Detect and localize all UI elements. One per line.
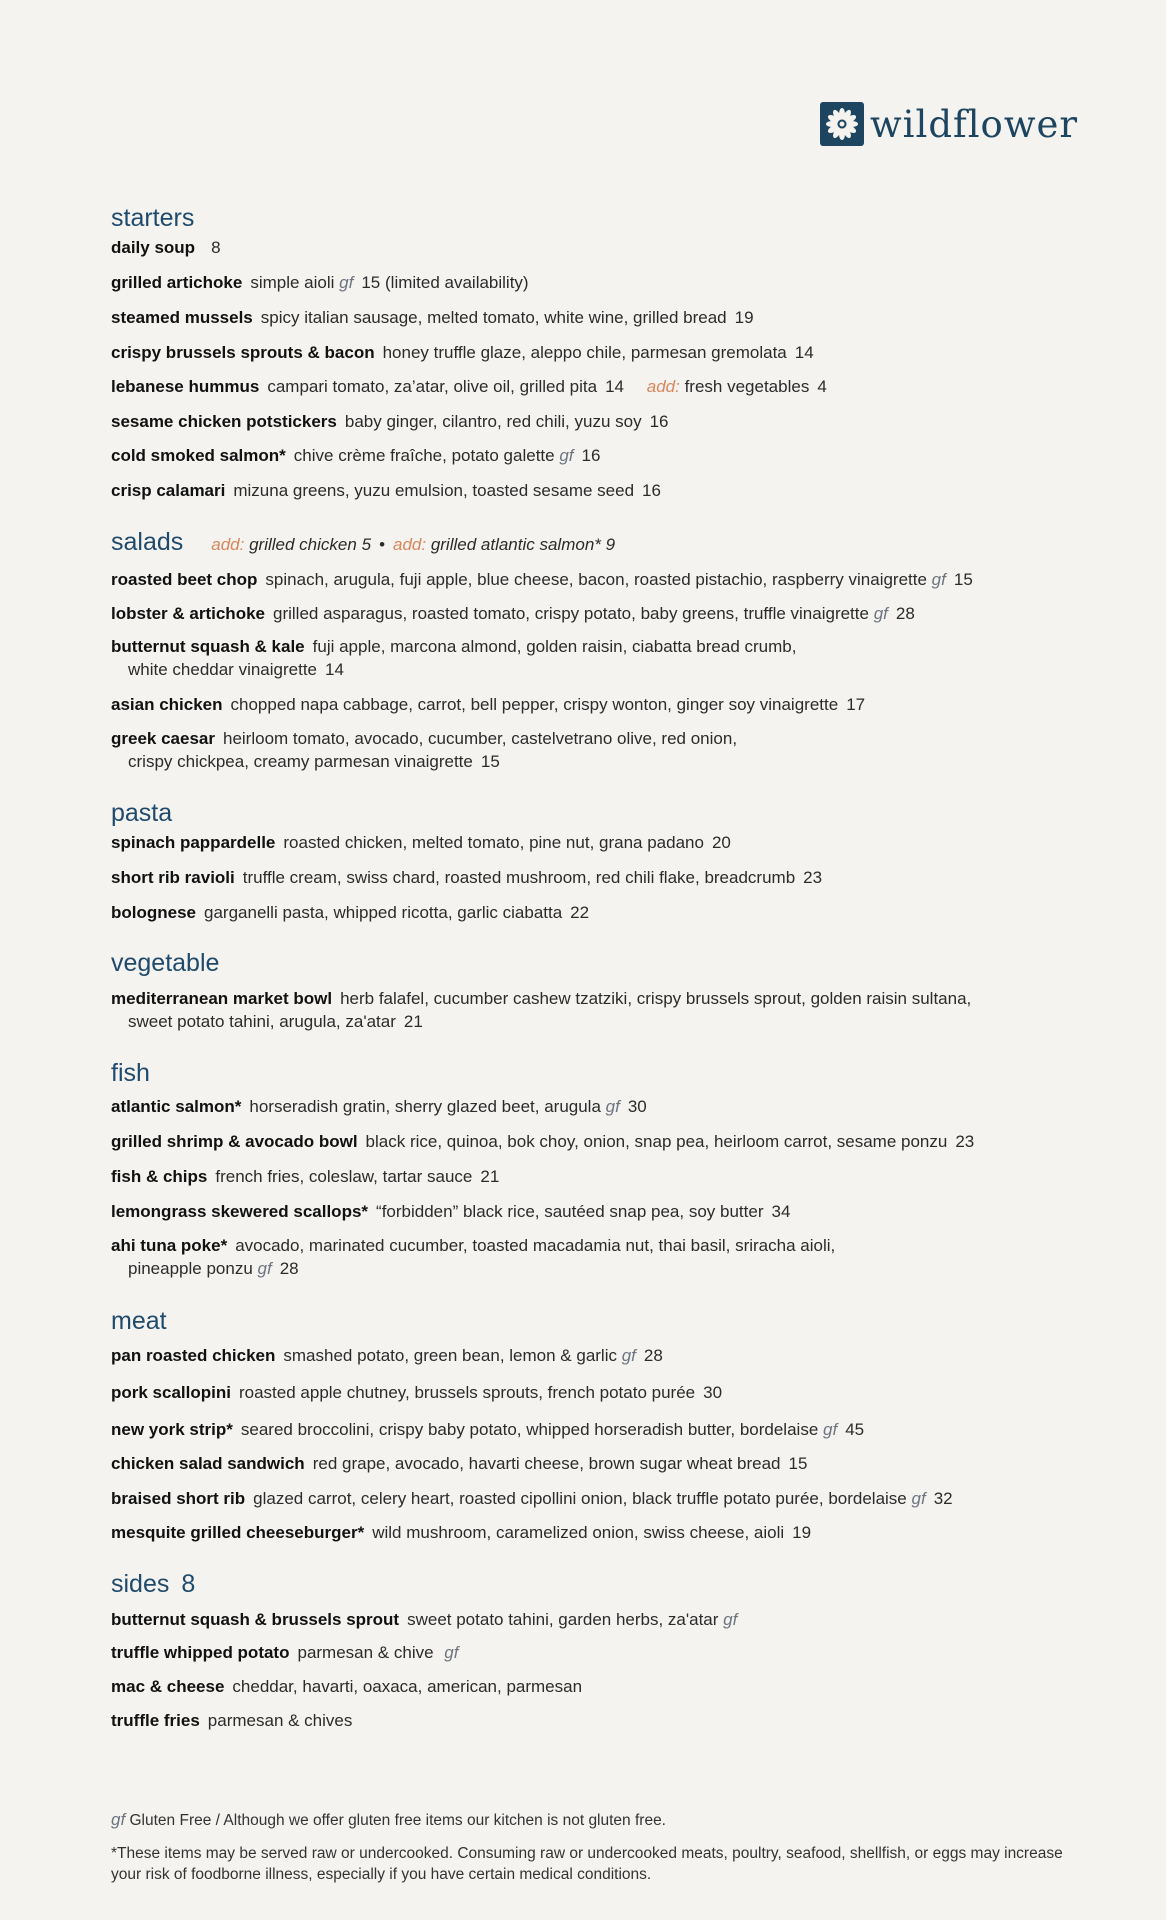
item-price: 14 [325, 660, 344, 679]
section-title-pasta: pasta [111, 799, 173, 827]
gf-tag: gf [444, 1643, 459, 1662]
menu-item [111, 479, 661, 502]
item-price: 15 [953, 570, 973, 589]
add-label: add: [646, 377, 680, 396]
gf-tag: gf [111, 1810, 126, 1829]
gf-tag: gf [931, 570, 946, 589]
item-desc: baby ginger, cilantro, red chili, yuzu soy [344, 412, 642, 431]
item-price: 28 [279, 1259, 299, 1278]
item-price: 23 [803, 868, 823, 887]
item-name: mediterranean market bowl [111, 989, 333, 1008]
menu-item [111, 866, 822, 889]
menu-item [111, 1608, 737, 1631]
item-name: grilled artichoke [111, 273, 243, 292]
item-price: 28 [895, 604, 915, 623]
item-name: pork scallopini [111, 1383, 231, 1402]
item-desc: black rice, quinoa, bok choy, onion, snap pea, heirloom carrot, sesame ponzu [365, 1132, 948, 1151]
item-price: 22 [570, 903, 590, 922]
raw-food-warning: *These items may be served raw or undercooked. Consuming raw or undercooked meats, poultry, seafood, shellfish, or eggs may increase your risk of foodborne illness, especially if you have certain medical conditions. [111, 1845, 1063, 1883]
section-title-meat: meat [111, 1307, 167, 1335]
section-title-salads [111, 530, 615, 555]
gf-tag: gf [257, 1259, 272, 1278]
menu-item [111, 602, 915, 625]
menu-item [111, 727, 737, 773]
item-name: butternut squash & brussels sprout [111, 1610, 400, 1629]
item-desc: campari tomato, za’atar, olive oil, grilled pita [267, 377, 598, 396]
gf-tag: gf [873, 604, 888, 623]
menu-item [111, 375, 827, 398]
menu-item [111, 831, 731, 854]
item-name: fish & chips [111, 1167, 208, 1186]
item-desc: horseradish gratin, sherry glazed beet, arugula [249, 1097, 601, 1116]
menu-item [111, 635, 796, 681]
item-price: 15 [361, 273, 381, 292]
item-name: steamed mussels [111, 308, 253, 327]
menu-item [111, 1130, 974, 1153]
gluten-free-note-text: Gluten Free / Although we offer gluten free items our kitchen is not gluten free. [129, 1812, 666, 1829]
item-price: 32 [933, 1489, 953, 1508]
addon-name: fresh vegetables [684, 377, 810, 396]
menu-item [111, 1675, 582, 1698]
addon-price: 5 [361, 535, 372, 554]
item-price: 20 [711, 833, 731, 852]
item-desc: simple aioli [250, 273, 335, 292]
item-desc: mizuna greens, yuzu emulsion, toasted sesame seed [233, 481, 635, 500]
item-price: 16 [642, 481, 661, 500]
addon-name: grilled atlantic salmon* [430, 535, 601, 554]
item-name: greek caesar [111, 729, 215, 748]
salad-addons [211, 535, 615, 554]
item-price: 14 [794, 343, 814, 362]
item-price: 45 [845, 1420, 865, 1439]
item-desc: honey truffle glaze, aleppo chile, parmesan gremolata [382, 343, 787, 362]
item-desc: spicy italian sausage, melted tomato, white wine, grilled bread [260, 308, 727, 327]
item-name: crisp calamari [111, 481, 226, 500]
item-price: 28 [643, 1346, 663, 1365]
item-name: bolognese [111, 903, 197, 922]
item-name: mesquite grilled cheeseburger* [111, 1523, 365, 1542]
item-name: new york strip* [111, 1420, 233, 1439]
item-price: 15 [788, 1454, 808, 1473]
flower-icon [820, 102, 864, 146]
menu-item [111, 341, 814, 364]
item-name: short rib ravioli [111, 868, 235, 887]
item-price: 34 [771, 1202, 791, 1221]
menu-item [111, 901, 589, 924]
item-desc: truffle cream, swiss chard, roasted mushroom, red chili flake, breadcrumb [242, 868, 796, 887]
item-desc: grilled asparagus, roasted tomato, crispy potato, baby greens, truffle vinaigrette [273, 604, 869, 623]
addon-price: 4 [817, 377, 827, 396]
gf-tag: gf [605, 1097, 620, 1116]
menu-item [111, 1521, 811, 1544]
item-desc-continued: sweet potato tahini, arugula, za'atar 21 [128, 1012, 423, 1031]
item-name: ahi tuna poke* [111, 1236, 228, 1255]
item-price: 15 [480, 752, 500, 771]
addon-name: grilled chicken [249, 535, 357, 554]
item-desc: “forbidden” black rice, sautéed snap pea, soy butter [376, 1202, 764, 1221]
add-label: add: [211, 535, 245, 554]
gf-tag: gf [823, 1420, 838, 1439]
item-desc: chive crème fraîche, potato galette [293, 446, 555, 465]
addon-price: 9 [605, 535, 616, 554]
menu-item [111, 693, 865, 716]
menu-item [111, 236, 221, 259]
menu-item [111, 1641, 458, 1664]
item-desc: chopped napa cabbage, carrot, bell pepper, crispy wonton, ginger soy vinaigrette [230, 695, 839, 714]
item-name: daily soup [111, 238, 196, 257]
item-name: roasted beet chop [111, 570, 258, 589]
item-price: 19 [734, 308, 754, 327]
item-desc: roasted apple chutney, brussels sprouts, french potato purée [238, 1383, 696, 1402]
item-desc: seared broccolini, crispy baby potato, whipped horseradish butter, bordelaise [240, 1420, 819, 1439]
item-desc: cheddar, havarti, oaxaca, american, parmesan [232, 1677, 583, 1696]
add-label: add: [392, 535, 427, 554]
item-name: cold smoked salmon* [111, 446, 286, 465]
item-name: crispy brussels sprouts & bacon [111, 343, 375, 362]
menu-item [111, 1095, 647, 1118]
section-title-text: sides [111, 1570, 170, 1598]
item-price: 19 [792, 1523, 812, 1542]
item-desc: fuji apple, marcona almond, golden raisin, ciabatta bread crumb, [312, 637, 797, 656]
item-price: 8 [211, 238, 221, 257]
menu-item [111, 1418, 864, 1441]
item-name: lemongrass skewered scallops* [111, 1202, 369, 1221]
item-desc: parmesan & chive [297, 1643, 434, 1662]
menu-item [111, 1381, 722, 1404]
bullet-separator: • [379, 535, 385, 554]
item-desc-continued: crispy chickpea, creamy parmesan vinaigrette 15 [128, 752, 500, 771]
menu-item [111, 1344, 663, 1367]
item-desc-continued: pineapple ponzu gf 28 [128, 1259, 299, 1278]
brand-name: wildflower [870, 102, 1079, 146]
menu-item [111, 1165, 499, 1188]
gluten-free-note [111, 1809, 1071, 1831]
section-title-vegetable: vegetable [111, 949, 220, 977]
item-price: 21 [480, 1167, 500, 1186]
item-desc: wild mushroom, caramelized onion, swiss cheese, aioli [372, 1523, 785, 1542]
item-name: truffle fries [111, 1711, 200, 1730]
item-price: 30 [703, 1383, 723, 1402]
item-desc: avocado, marinated cucumber, toasted macadamia nut, thai basil, sriracha aioli, [235, 1236, 836, 1255]
item-desc: smashed potato, green bean, lemon & garlic [283, 1346, 617, 1365]
menu-item [111, 306, 754, 329]
menu-item [111, 1452, 807, 1475]
section-title-text: salads [111, 528, 184, 556]
menu-item [111, 1487, 953, 1510]
item-desc: garganelli pasta, whipped ricotta, garlic ciabatta [204, 903, 563, 922]
menu-item [111, 1200, 790, 1223]
item-name: sesame chicken potstickers [111, 412, 337, 431]
item-price: 17 [846, 695, 866, 714]
brand-logo [820, 102, 1078, 146]
item-price: 16 [649, 412, 669, 431]
item-name: lobster & artichoke [111, 604, 265, 623]
item-name: lebanese hummus [111, 377, 260, 396]
menu-item [111, 568, 973, 591]
item-desc: french fries, coleslaw, tartar sauce [215, 1167, 473, 1186]
section-title-fish: fish [111, 1059, 150, 1087]
item-name: spinach pappardelle [111, 833, 276, 852]
section-title-starters: starters [111, 204, 195, 232]
menu-item [111, 987, 971, 1033]
gf-tag: gf [911, 1489, 926, 1508]
item-note: (limited availability) [385, 273, 529, 292]
item-desc: glazed carrot, celery heart, roasted cipollini onion, black truffle potato purée, bordelaise [253, 1489, 907, 1508]
item-price: 30 [627, 1097, 647, 1116]
item-price: 23 [955, 1132, 975, 1151]
menu-item [111, 1234, 835, 1280]
gf-tag: gf [339, 273, 354, 292]
menu-item [111, 410, 669, 433]
item-desc: red grape, avocado, havarti cheese, brown sugar wheat bread [312, 1454, 781, 1473]
gf-tag: gf [621, 1346, 636, 1365]
item-desc: spinach, arugula, fuji apple, blue cheese, bacon, roasted pistachio, raspberry vinaigrette [265, 570, 927, 589]
item-desc: heirloom tomato, avocado, cucumber, castelvetrano olive, red onion, [222, 729, 738, 748]
item-name: atlantic salmon* [111, 1097, 242, 1116]
item-name: mac & cheese [111, 1677, 225, 1696]
item-name: chicken salad sandwich [111, 1454, 305, 1473]
item-desc: sweet potato tahini, garden herbs, za'atar [407, 1610, 719, 1629]
item-desc-continued: white cheddar vinaigrette 14 [128, 660, 344, 679]
menu-item [111, 444, 600, 467]
item-desc: parmesan & chives [207, 1711, 353, 1730]
menu-item [111, 271, 529, 294]
gf-tag: gf [723, 1610, 738, 1629]
item-price: 21 [403, 1012, 423, 1031]
gf-tag: gf [559, 446, 574, 465]
sides-price: 8 [181, 1570, 196, 1598]
item-name: truffle whipped potato [111, 1643, 290, 1662]
section-title-sides [111, 1572, 195, 1597]
item-price: 14 [605, 377, 625, 396]
item-name: grilled shrimp & avocado bowl [111, 1132, 358, 1151]
item-desc: herb falafel, cucumber cashew tzatziki, crispy brussels sprout, golden raisin sultana, [340, 989, 972, 1008]
item-name: braised short rib [111, 1489, 246, 1508]
item-price: 16 [581, 446, 601, 465]
item-name: butternut squash & kale [111, 637, 305, 656]
item-desc: roasted chicken, melted tomato, pine nut, grana padano [283, 833, 704, 852]
menu-item [111, 1709, 352, 1732]
item-name: asian chicken [111, 695, 223, 714]
item-name: pan roasted chicken [111, 1346, 276, 1365]
